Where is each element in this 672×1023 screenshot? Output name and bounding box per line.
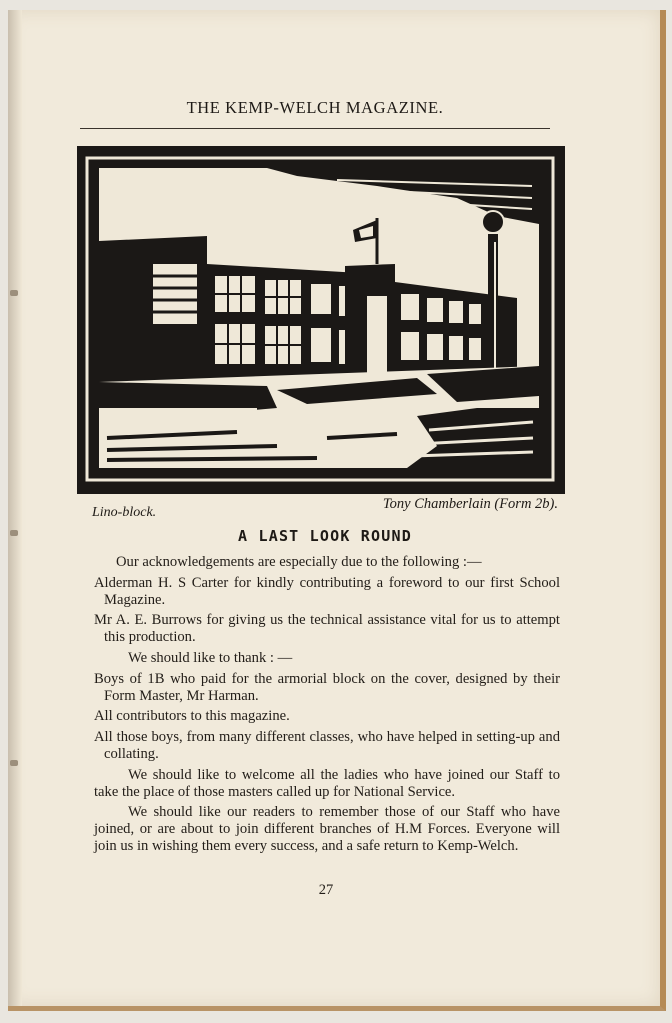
article-paragraph: Our acknowledgements are especially due to the following :— <box>116 554 482 570</box>
illustration-caption-artist: Tony Chamberlain (Form 2b). <box>382 496 558 512</box>
article-paragraph: We should like our readers to remember those of our Staff who have joined, or are about to join different branches of H.M Forces. Everyone will join us in wishing them every success, and a safe return to Kemp-Welch. <box>94 804 560 854</box>
article-body <box>94 554 560 859</box>
staple-mark <box>10 530 18 536</box>
article-title: A LAST LOOK ROUND <box>238 527 412 545</box>
article-paragraph: We should like to thank : — <box>128 649 293 666</box>
magazine-header: THE KEMP-WELCH MAGAZINE. <box>186 98 444 117</box>
lino-block-illustration <box>77 146 565 494</box>
header-rule <box>80 128 550 129</box>
page-number: 27 <box>318 882 334 898</box>
article-paragraph: Mr A. E. Burrows for giving us the technical assistance vital for us to attempt this production. <box>94 612 560 646</box>
article-paragraph: Boys of 1B who paid for the armorial block on the cover, designed by their Form Master, Mr Harman. <box>94 670 560 704</box>
illustration-caption-technique: Lino-block. <box>92 505 157 520</box>
article-paragraph: We should like to welcome all the ladies who have joined our Staff to take the place of those masters called up for National Service. <box>94 766 560 800</box>
article-paragraph: Alderman H. S Carter for kindly contributing a foreword to our first School Magazine. <box>94 574 560 608</box>
staple-mark <box>10 760 18 766</box>
page-spine <box>8 10 22 1006</box>
article-paragraph: All contributors to this magazine. <box>94 708 290 725</box>
school-building-print <box>77 146 565 494</box>
article-paragraph: All those boys, from many different classes, who have helped in setting-up and collating. <box>94 729 560 762</box>
staple-mark <box>10 290 18 296</box>
